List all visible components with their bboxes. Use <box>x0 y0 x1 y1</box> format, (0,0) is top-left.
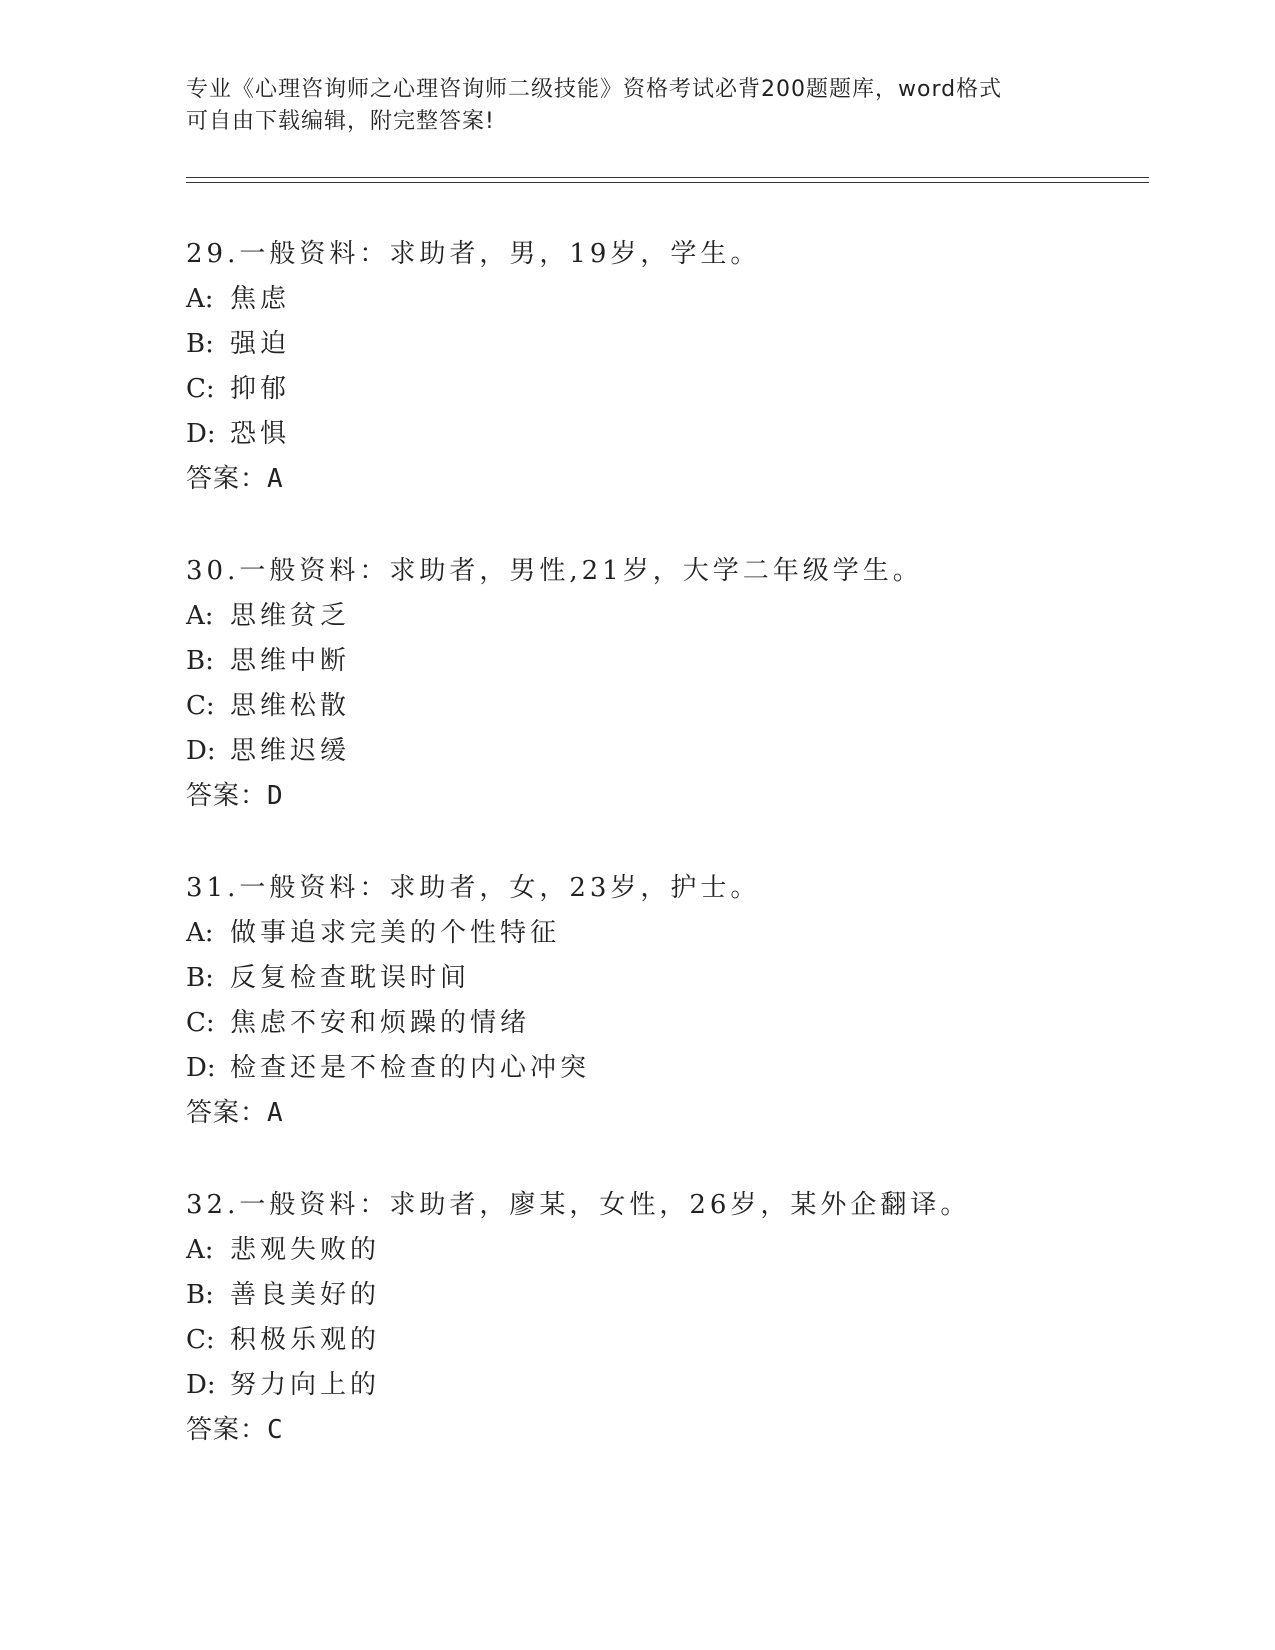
header-divider-bottom <box>186 182 1149 183</box>
document-header <box>186 74 1086 138</box>
answer-line <box>186 457 1146 502</box>
question-stem: 29.一般资料：求助者，男，19岁，学生。 <box>186 239 761 269</box>
option-letter: A: <box>186 601 214 631</box>
option-letter: B: <box>186 1280 214 1310</box>
option-letter: B: <box>186 329 214 359</box>
option-letter: D: <box>186 419 216 449</box>
option-text: 善良美好的 <box>230 1280 381 1310</box>
option-text: 思维迟缓 <box>230 736 351 766</box>
option-b <box>186 956 1146 1001</box>
option-text: 思维松散 <box>230 691 351 721</box>
option-letter: B: <box>186 963 214 993</box>
option-text: 努力向上的 <box>230 1370 381 1400</box>
answer-value: A <box>267 464 284 494</box>
option-letter: D: <box>186 1053 216 1083</box>
option-letter: C: <box>186 1325 215 1355</box>
option-text: 检查还是不检查的内心冲突 <box>230 1053 591 1083</box>
option-letter: C: <box>186 691 215 721</box>
option-text: 反复检查耽误时间 <box>230 963 471 993</box>
option-letter: C: <box>186 374 215 404</box>
answer-label: 答案： <box>186 464 268 494</box>
option-letter: A: <box>186 1235 214 1265</box>
option-a <box>186 911 1146 956</box>
question-31 <box>186 866 1146 1136</box>
option-text: 抑郁 <box>230 374 291 404</box>
question-stem: 31.一般资料：求助者，女，23岁，护士。 <box>186 873 761 903</box>
question-30 <box>186 549 1146 819</box>
option-text: 做事追求完美的个性特征 <box>230 918 561 948</box>
option-text: 强迫 <box>230 329 291 359</box>
option-text: 思维中断 <box>230 646 351 676</box>
option-c <box>186 367 1146 412</box>
option-letter: A: <box>186 918 214 948</box>
answer-value: C <box>267 1415 284 1445</box>
option-b <box>186 1273 1146 1318</box>
option-c <box>186 1001 1146 1046</box>
option-text: 思维贫乏 <box>230 601 351 631</box>
option-c <box>186 684 1146 729</box>
answer-label: 答案： <box>186 1098 268 1128</box>
option-d <box>186 412 1146 457</box>
option-text: 恐惧 <box>230 419 291 449</box>
option-a <box>186 277 1146 322</box>
answer-label: 答案： <box>186 781 268 811</box>
option-a <box>186 1228 1146 1273</box>
answer-line <box>186 1091 1146 1136</box>
option-text: 焦虑 <box>230 284 291 314</box>
answer-line <box>186 1408 1146 1453</box>
option-d <box>186 1046 1146 1091</box>
answer-label: 答案： <box>186 1415 268 1445</box>
option-text: 焦虑不安和烦躁的情绪 <box>230 1008 531 1038</box>
header-title-line-2: 可自由下载编辑，附完整答案! <box>186 109 495 134</box>
option-letter: B: <box>186 646 214 676</box>
question-32 <box>186 1183 1146 1453</box>
option-letter: A: <box>186 284 214 314</box>
answer-value: A <box>267 1098 284 1128</box>
question-29 <box>186 232 1146 502</box>
question-stem: 30.一般资料：求助者，男性,21岁，大学二年级学生。 <box>186 556 923 586</box>
option-letter: C: <box>186 1008 215 1038</box>
option-d <box>186 729 1146 774</box>
option-b <box>186 639 1146 684</box>
option-d <box>186 1363 1146 1408</box>
header-divider-top <box>186 177 1149 178</box>
question-stem: 32.一般资料：求助者，廖某，女性，26岁，某外企翻译。 <box>186 1190 971 1220</box>
option-text: 悲观失败的 <box>230 1235 381 1265</box>
option-b <box>186 322 1146 367</box>
option-letter: D: <box>186 736 216 766</box>
option-letter: D: <box>186 1370 216 1400</box>
header-title-line-1: 专业《心理咨询师之心理咨询师二级技能》资格考试必背200题题库，word格式 <box>186 77 1003 102</box>
option-text: 积极乐观的 <box>230 1325 381 1355</box>
option-c <box>186 1318 1146 1363</box>
option-a <box>186 594 1146 639</box>
answer-value: D <box>267 781 284 811</box>
answer-line <box>186 774 1146 819</box>
